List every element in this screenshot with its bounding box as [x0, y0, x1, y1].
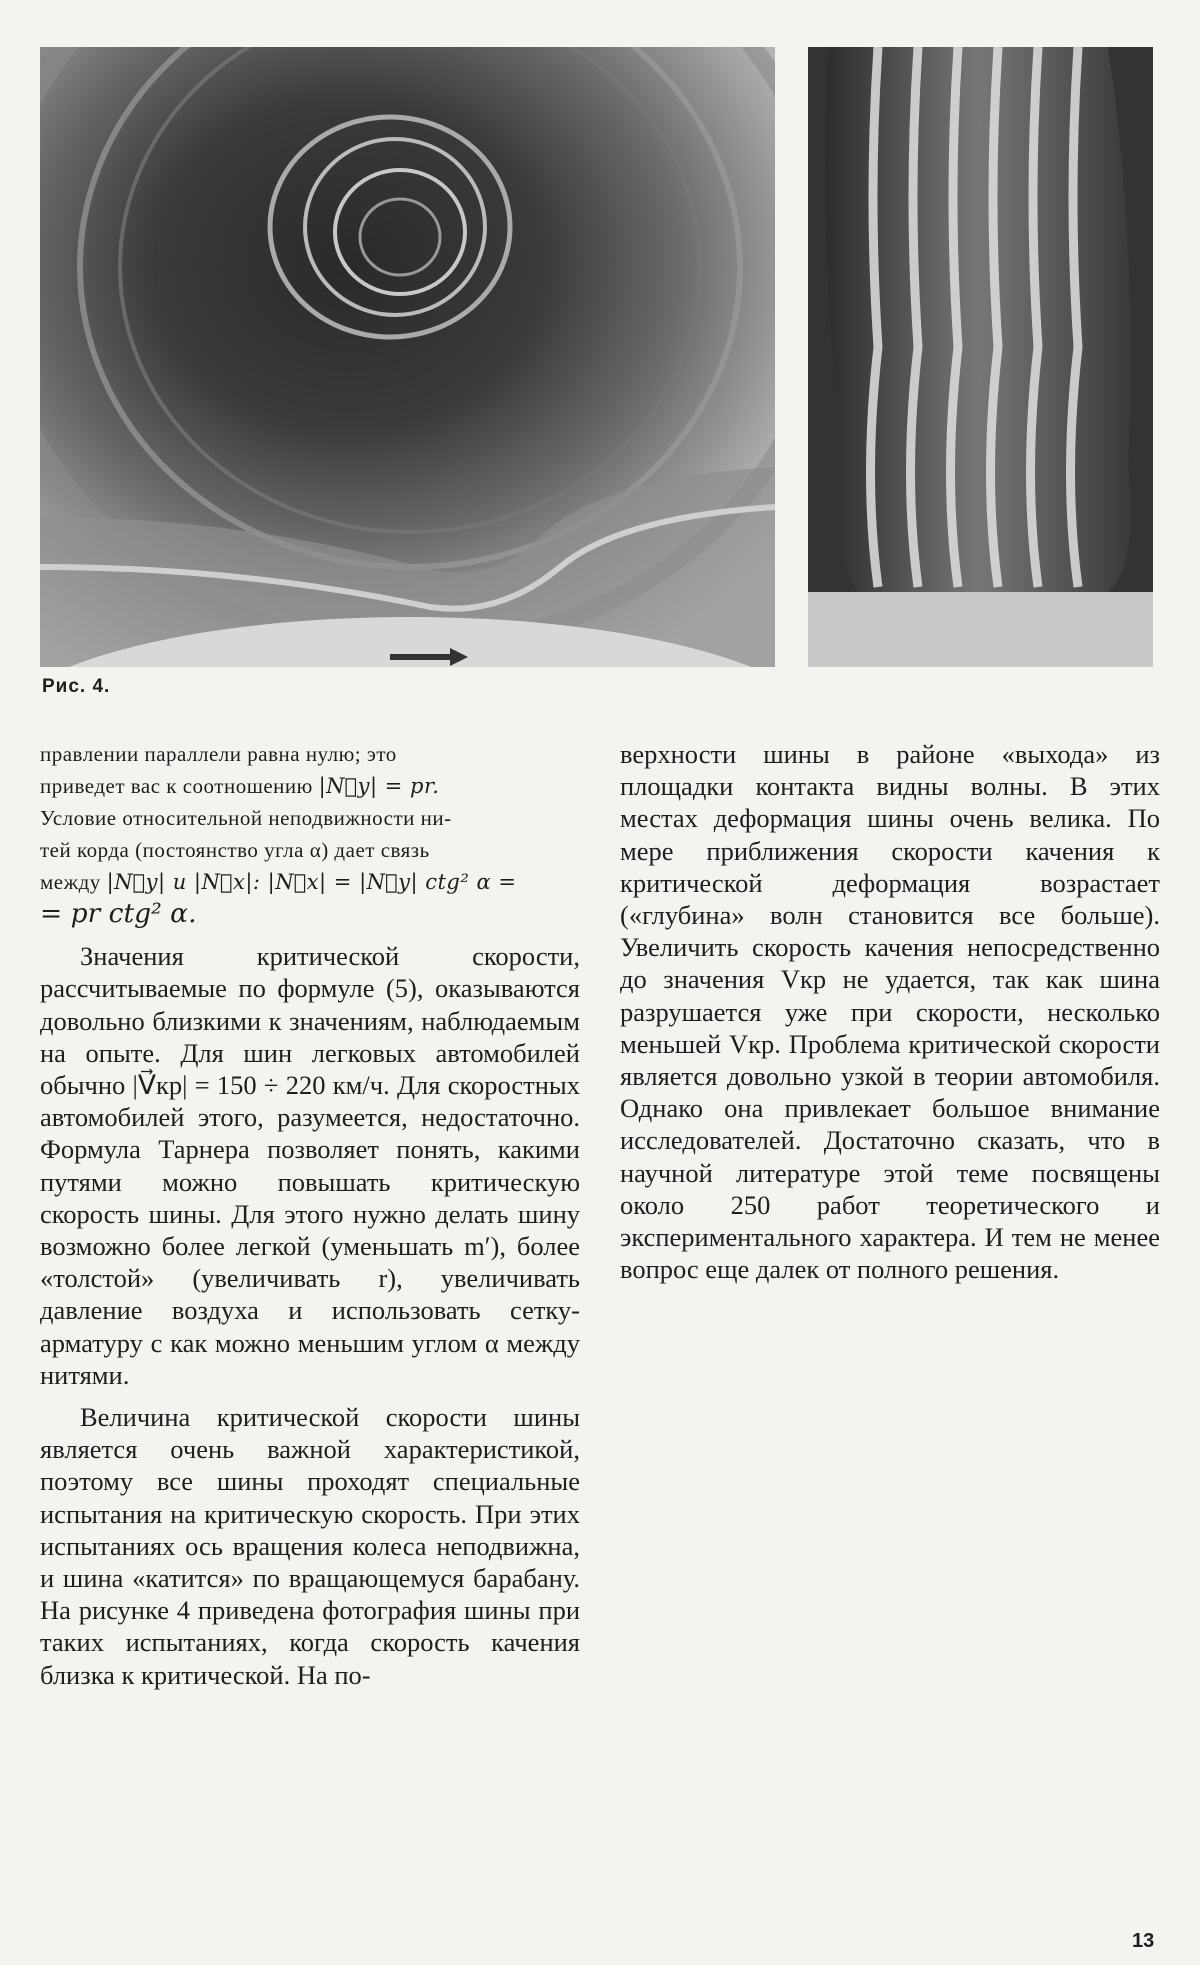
formula: |N⃗y| = pr.	[318, 774, 440, 798]
paragraph: Величина критической скорости шины является очень важной характеристикой, поэтому все шины проходят специальные испытания на критическую скорость. При этих испытаниях ось вращения колеса неподвижна, и шина «катится» по вращающемуся барабану. На рисунке 4 приведена фотография шины при таких испытаниях, когда скорость качения близка к критической. На по-	[40, 1402, 580, 1690]
formula: |N⃗y| и |N⃗x|: |N⃗x| = |N⃗y| ctg² α =	[106, 870, 517, 894]
left-column	[40, 738, 580, 1691]
text-line	[40, 770, 580, 802]
text-line	[40, 866, 580, 898]
text-line: тей корда (постоянство угла α) дает связь	[40, 838, 430, 862]
formula-line: = pr ctg² α.	[40, 898, 197, 929]
tire-waves-photo	[808, 47, 1153, 667]
paragraph: верхности шины в районе «выхода» из площадки контакта видны волны. В этих местах деформация шины очень велика. По мере приближения скорости качения к критической деформация возрастает («глубина» волн становится все больше). Увеличить скорость качения непосредственно до значения Vкр не удается, так как шина разрушается уже при скорости, несколько меньшей Vкр. Проблема критической скорости является довольно узкой в теории автомобиля. Однако она привлекает большое внимание исследователей. Достаточно сказать, что в научной литературе этой теме посвящены около 250 работ теоретического и экспериментального характера. И тем не менее вопрос еще далек от полного решения.	[620, 739, 1160, 1285]
figure-caption: Рис. 4.	[42, 676, 111, 697]
text-line: Условие относительной неподвижности ни-	[40, 806, 452, 830]
text-fragment: между	[40, 870, 101, 894]
tire-drum-photo	[40, 47, 775, 667]
text-fragment: приведет вас к соотношению	[40, 774, 313, 798]
page-number: 13	[1132, 1930, 1155, 1952]
right-column	[620, 738, 1160, 1285]
text-line: правлении параллели равна нулю; это	[40, 742, 397, 766]
paragraph: Значения критической скорости, рассчитываемые по формуле (5), оказываются довольно близкими к значениям, наблюдаемым на опыте. Для шин легковых автомобилей обычно |V⃗кр| = 150 ÷ 220 км/ч. Для скоростных автомобилей этого, разумеется, недостаточно. Формула Тарнера позволяет понять, какими путями можно повышать критическую скорость шины. Для этого нужно делать шину возможно более легкой (уменьшать m′), более «толстой» (увеличивать r), увеличивать давление воздуха и использовать сетку-арматуру с как можно меньшим углом α между нитями.	[40, 941, 580, 1390]
